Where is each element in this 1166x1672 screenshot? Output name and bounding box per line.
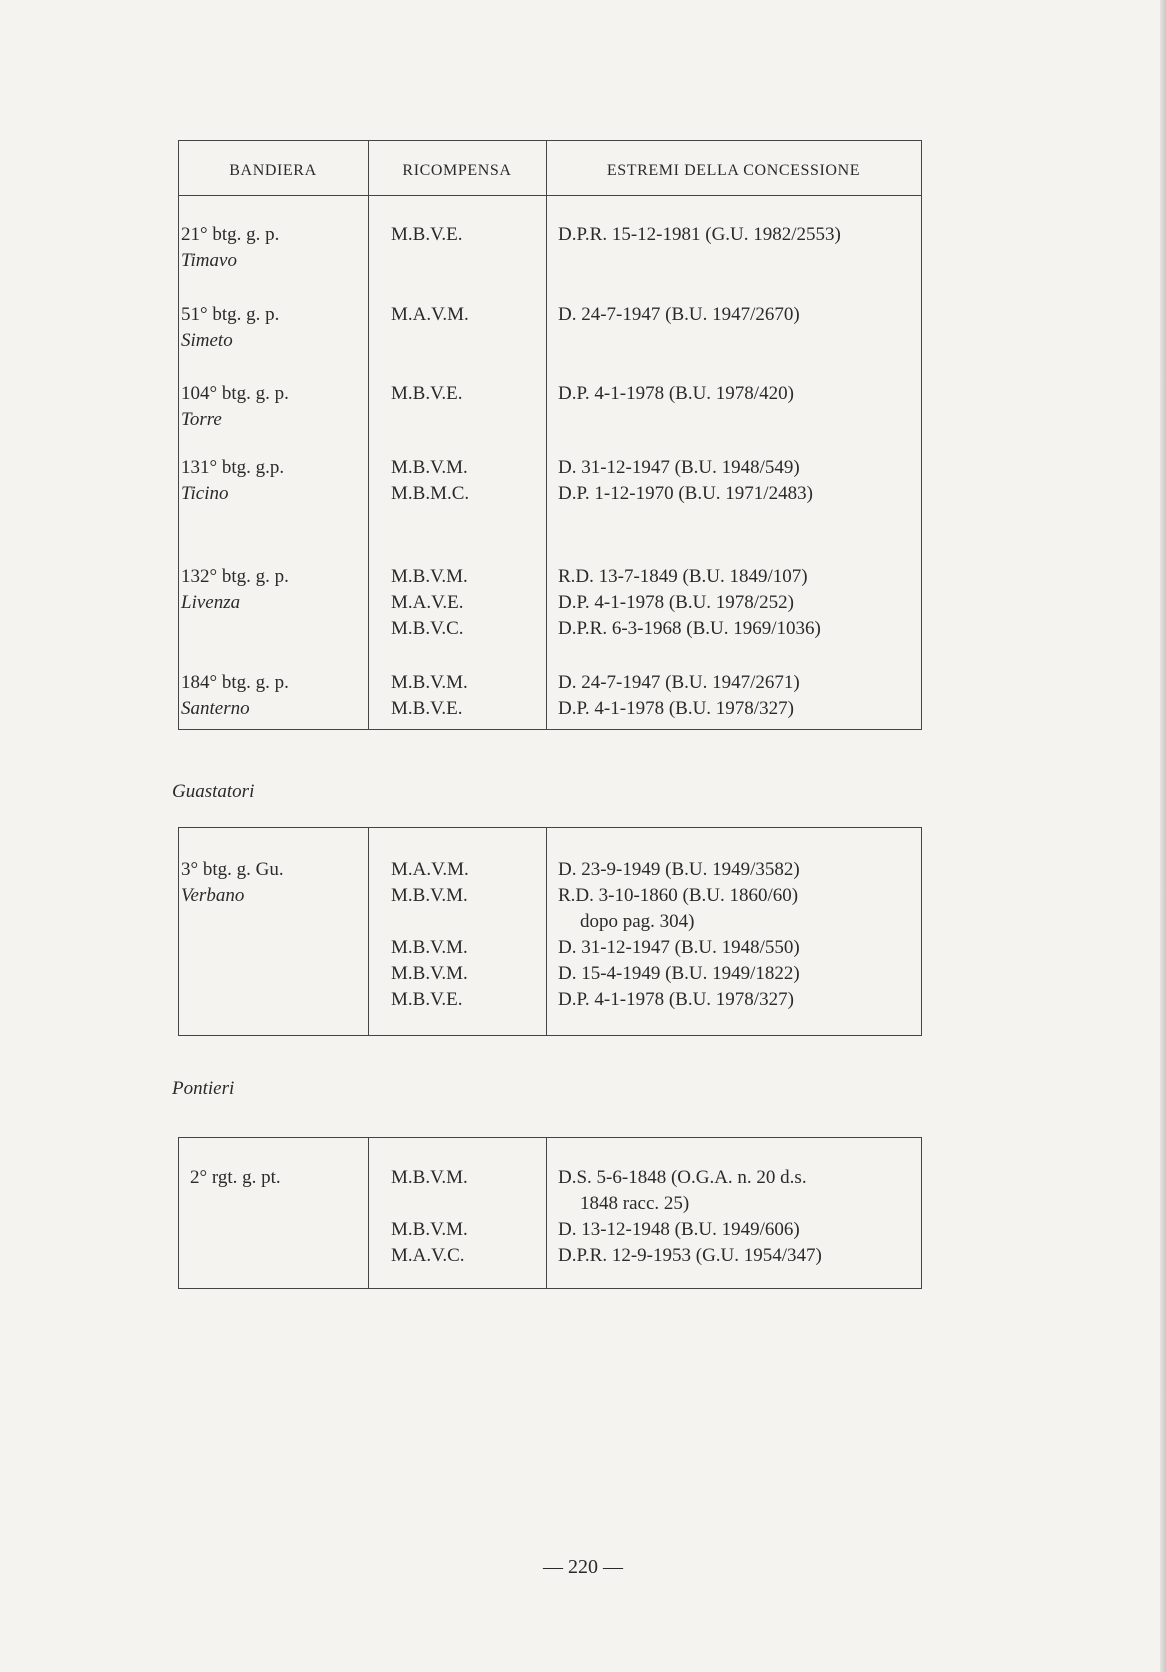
- table-row-unit: 184° btg. g. p. Santerno: [181, 672, 289, 719]
- table-top-rule: [178, 1137, 922, 1138]
- header-bandiera: BANDIERA: [229, 162, 317, 179]
- guastatori-table: [178, 827, 922, 1036]
- table-top-rule: [178, 140, 922, 141]
- table-row-award: M.B.V.E.: [391, 224, 463, 245]
- table-top-rule: [178, 827, 922, 828]
- table-row-ref: D.S. 5-6-1848 (O.G.A. n. 20 d.s. 1848 racc. 25) D. 13-12-1948 (B.U. 1949/606) D.P.R. 12-9-1953 (G.U. 1954/347): [558, 1167, 822, 1266]
- table-row-ref: D. 23-9-1949 (B.U. 1949/3582) R.D. 3-10-1860 (B.U. 1860/60) dopo pag. 304) D. 31-12-1947 (B.U. 1948/550) D. 15-4-1949 (B.U. 1949/1822) D.P. 4-1-1978 (B.U. 1978/327): [558, 859, 800, 1010]
- header-rule: [178, 195, 922, 196]
- table-row-unit: 51° btg. g. p. Simeto: [181, 304, 280, 351]
- main-table: [178, 140, 922, 730]
- table-row-ref: D. 24-7-1947 (B.U. 1947/2671) D.P. 4-1-1978 (B.U. 1978/327): [558, 672, 800, 719]
- col-divider: [178, 1137, 179, 1289]
- table-bottom-rule: [178, 729, 922, 730]
- page-edge-shadow: [1160, 0, 1166, 1672]
- table-row-award: M.B.V.E.: [391, 383, 463, 404]
- table-row-unit: 132° btg. g. p. Livenza: [181, 566, 289, 613]
- table-row-award: M.B.V.M. M.A.V.E. M.B.V.C.: [391, 566, 468, 639]
- table-row-ref: R.D. 13-7-1849 (B.U. 1849/107) D.P. 4-1-1978 (B.U. 1978/252) D.P.R. 6-3-1968 (B.U. 1969/1036): [558, 566, 821, 639]
- section-label-pontieri: Pontieri: [172, 1078, 235, 1099]
- table-bottom-rule: [178, 1288, 922, 1289]
- table-row-ref: D.P.R. 15-12-1981 (G.U. 1982/2553): [558, 224, 841, 245]
- header-ricompensa: RICOMPENSA: [402, 162, 512, 179]
- table-row-unit: 3° btg. g. Gu. Verbano: [181, 859, 284, 906]
- table-row-award: M.A.V.M.: [391, 304, 469, 325]
- table-row-unit: 21° btg. g. p. Timavo: [181, 224, 280, 271]
- table-row-ref: D. 24-7-1947 (B.U. 1947/2670): [558, 304, 800, 325]
- header-estremi: ESTREMI DELLA CONCESSIONE: [606, 162, 861, 179]
- table-row-unit: 2° rgt. g. pt.: [190, 1167, 281, 1188]
- pontieri-table: [178, 1137, 922, 1289]
- table-row-award: M.B.V.M. M.B.M.C.: [391, 457, 470, 504]
- table-row-ref: D.P. 4-1-1978 (B.U. 1978/420): [558, 383, 794, 404]
- table-row-ref: D. 31-12-1947 (B.U. 1948/549) D.P. 1-12-1970 (B.U. 1971/2483): [558, 457, 813, 504]
- table-row-unit: 131° btg. g.p. Ticino: [181, 457, 285, 504]
- table-row-award: M.B.V.M. M.B.V.E.: [391, 672, 468, 719]
- table-row-award: M.B.V.M. M.B.V.M. M.A.V.C.: [391, 1167, 468, 1266]
- page-number: — 220 —: [543, 1556, 623, 1578]
- table-row-award: M.A.V.M. M.B.V.M. M.B.V.M. M.B.V.M. M.B.V.E.: [391, 859, 469, 1010]
- section-label-guastatori: Guastatori: [172, 781, 255, 802]
- col-divider: [368, 1137, 369, 1289]
- table-row-unit: 104° btg. g. p. Torre: [181, 383, 289, 430]
- table-bottom-rule: [178, 1035, 922, 1036]
